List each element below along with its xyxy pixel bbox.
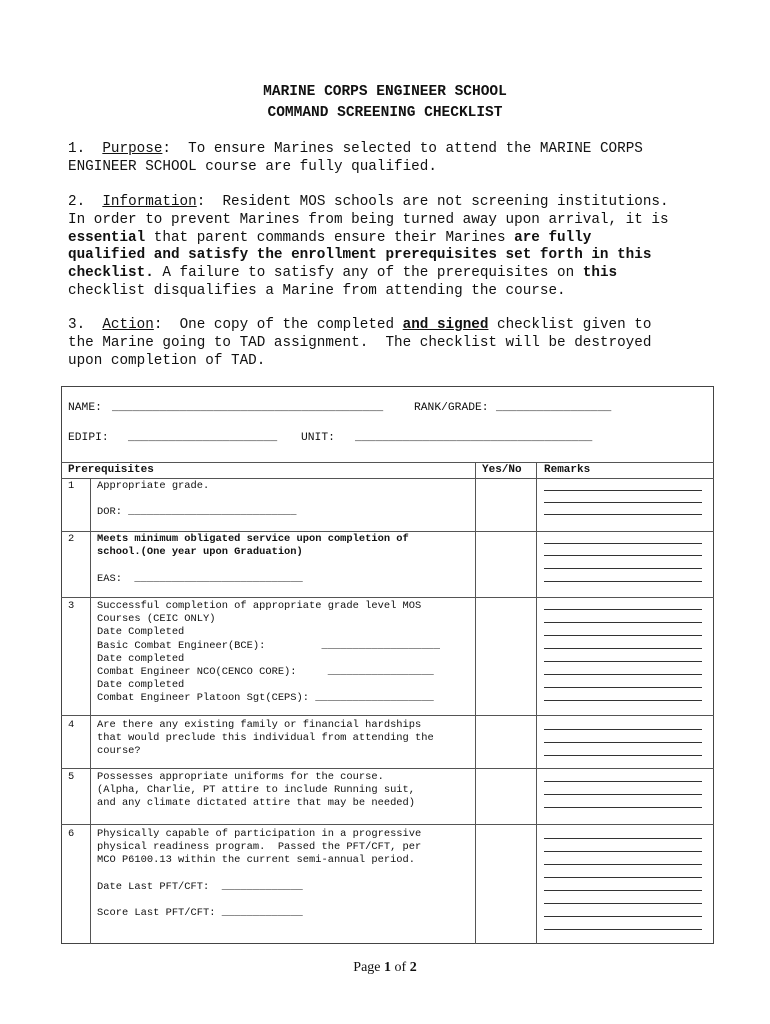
remarks-line[interactable] (544, 729, 702, 730)
purpose-paragraph (68, 141, 718, 177)
edipi-label: EDIPI: (68, 432, 109, 444)
row-number: 2 (68, 533, 75, 545)
table-header-border (61, 478, 714, 479)
remarks-header: Remarks (544, 464, 591, 476)
remarks-line[interactable] (544, 916, 702, 917)
page-prefix: Page (353, 960, 385, 975)
information-bold-fully: are fully (514, 229, 592, 246)
page-current: 1 (384, 960, 392, 975)
remarks-line[interactable] (544, 687, 702, 688)
row-number: 3 (68, 600, 75, 612)
action-number: 3. (68, 317, 86, 333)
row-divider (61, 715, 714, 716)
prerequisites-header: Prerequisites (68, 464, 154, 476)
remarks-line[interactable] (544, 851, 702, 852)
remarks-line[interactable] (544, 490, 702, 491)
information-text-3: that parent commands ensure their Marines (145, 229, 515, 246)
number-column-divider (90, 478, 91, 944)
information-bold-checklist: checklist. (68, 265, 154, 282)
remarks-line[interactable] (544, 755, 702, 756)
eas-field[interactable]: EAS: ___________________________ (97, 573, 303, 585)
title-line-1: MARINE CORPS ENGINEER SCHOOL (263, 84, 507, 100)
information-paragraph (68, 194, 718, 301)
unit-label: UNIT: (301, 432, 335, 444)
information-bold-this: this (582, 265, 618, 282)
action-text-3: upon completion of TAD. (68, 352, 266, 369)
information-label: Information (102, 194, 197, 210)
remarks-line[interactable] (544, 929, 702, 930)
remarks-line[interactable] (544, 877, 702, 878)
information-bold-text-4: qualified and satisfy the enrollment prerequisites set forth in this (68, 247, 652, 264)
remarks-line[interactable] (544, 903, 702, 904)
purpose-text-1: : To ensure Marines selected to attend the MARINE CORPS (162, 141, 643, 157)
remarks-line[interactable] (544, 700, 702, 701)
information-text-6: checklist disqualifies a Marine from attending the course. (68, 282, 566, 299)
edipi-field[interactable]: ______________________ (128, 432, 278, 444)
information-number: 2. (68, 194, 86, 210)
row-divider (61, 531, 714, 532)
row-text: Appropriate grade. DOR: ___________________________ (97, 480, 297, 519)
row-number: 6 (68, 828, 75, 840)
remarks-line[interactable] (544, 838, 702, 839)
remarks-column-divider (536, 462, 537, 944)
remarks-line[interactable] (544, 742, 702, 743)
row-text: Meets minimum obligated service upon completion of school.(One year upon Graduation) (97, 533, 409, 559)
remarks-line[interactable] (544, 781, 702, 782)
information-text-5: A failure to satisfy any of the prerequisites on (153, 265, 583, 282)
name-field[interactable]: ________________________________________ (112, 402, 384, 414)
remarks-line[interactable] (544, 514, 702, 515)
row-text: Are there any existing family or financial hardships that would preclude this individual from attending the course? (97, 719, 434, 758)
page-of: of (391, 960, 410, 975)
remarks-line[interactable] (544, 635, 702, 636)
title-line-2: COMMAND SCREENING CHECKLIST (267, 105, 503, 121)
purpose-text-2: ENGINEER SCHOOL course are fully qualified. (68, 158, 437, 175)
action-text-1: : One copy of the completed (153, 317, 403, 333)
row-divider (61, 824, 714, 825)
remarks-line[interactable] (544, 581, 702, 582)
action-text-2: the Marine going to TAD assignment. The checklist will be destroyed (68, 334, 652, 351)
remarks-line[interactable] (544, 864, 702, 865)
rank-grade-label: RANK/GRADE: (414, 402, 489, 414)
purpose-number: 1. (68, 141, 86, 157)
action-text-1c: checklist given to (488, 317, 652, 333)
remarks-line[interactable] (544, 609, 702, 610)
page-total: 2 (409, 960, 417, 975)
row-text: Successful completion of appropriate grade level MOS Courses (CEIC ONLY) Date Completed Basic Combat Engineer(BCE): ___________________ Date completed Combat Engineer NCO(CENCO CORE): _________________ Date completed Combat Engineer Platoon Sgt(CEPS): ___________________ (97, 600, 440, 705)
purpose-label: Purpose (102, 141, 163, 157)
information-text-2: In order to prevent Marines from being turned away upon arrival, it is (68, 211, 669, 228)
remarks-line[interactable] (544, 502, 702, 503)
row-number: 1 (68, 480, 75, 492)
information-text-1: : Resident MOS schools are not screening institutions. (196, 194, 669, 210)
remarks-line[interactable] (544, 555, 702, 556)
remarks-line[interactable] (544, 807, 702, 808)
row-divider (61, 597, 714, 598)
remarks-line[interactable] (544, 568, 702, 569)
row-number: 5 (68, 771, 75, 783)
name-label: NAME: (68, 402, 102, 414)
rank-grade-field[interactable]: _________________ (496, 402, 612, 414)
remarks-line[interactable] (544, 543, 702, 544)
yes-no-header: Yes/No (482, 464, 522, 476)
action-paragraph (68, 317, 718, 370)
row-divider (61, 768, 714, 769)
remarks-line[interactable] (544, 622, 702, 623)
remarks-line[interactable] (544, 890, 702, 891)
row-number: 4 (68, 719, 75, 731)
action-label: Action (102, 317, 154, 333)
row-text: Physically capable of participation in a progressive physical readiness program. Passed the PFT/CFT, per MCO P6100.13 within the current semi-annual period. Date Last PFT/CFT: _____________ Score Last PFT/CFT: _____________ (97, 828, 422, 920)
yesno-column-divider (475, 462, 476, 944)
remarks-line[interactable] (544, 661, 702, 662)
remarks-line[interactable] (544, 794, 702, 795)
table-top-border (61, 462, 714, 463)
information-bold-essential: essential (68, 229, 146, 246)
row-text: Possesses appropriate uniforms for the course. (Alpha, Charlie, PT attire to include Running suit, and any climate dictated attire that may be needed) (97, 771, 416, 810)
unit-field[interactable]: ___________________________________ (355, 432, 593, 444)
remarks-line[interactable] (544, 648, 702, 649)
remarks-line[interactable] (544, 674, 702, 675)
page-number (0, 960, 770, 976)
action-bold-signed: and signed (402, 317, 489, 333)
